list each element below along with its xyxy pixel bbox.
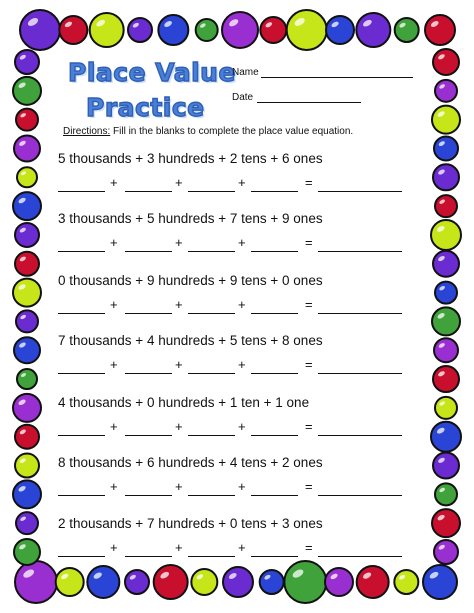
answer-blank-3[interactable] — [188, 421, 235, 436]
answer-total-blank[interactable] — [318, 237, 402, 252]
problem-equation: 3 thousands + 5 hundreds + 7 tens + 9 ones — [58, 211, 323, 226]
plus-sign: + — [175, 175, 183, 190]
answer-row — [58, 359, 418, 379]
answer-blank-1[interactable] — [58, 359, 105, 374]
plus-sign: + — [110, 479, 118, 494]
answer-blank-2[interactable] — [125, 481, 172, 496]
title-line-2: Practice — [86, 93, 205, 122]
answer-blank-1[interactable] — [58, 542, 105, 557]
plus-sign: + — [238, 540, 246, 555]
plus-sign: + — [238, 175, 246, 190]
directions — [63, 126, 353, 137]
problem-equation: 5 thousands + 3 hundreds + 2 tens + 6 ones — [58, 151, 323, 166]
equals-sign: = — [305, 419, 313, 434]
answer-blank-2[interactable] — [125, 237, 172, 252]
equals-sign: = — [305, 540, 313, 555]
plus-sign: + — [175, 297, 183, 312]
answer-blank-3[interactable] — [188, 177, 235, 192]
plus-sign: + — [175, 479, 183, 494]
problem-equation: 7 thousands + 4 hundreds + 5 tens + 8 ones — [58, 333, 323, 348]
answer-blank-2[interactable] — [125, 177, 172, 192]
answer-blank-4[interactable] — [251, 359, 298, 374]
directions-text: Fill in the blanks to complete the place value equation. — [110, 126, 354, 137]
problem-equation: 2 thousands + 7 hundreds + 0 tens + 3 ones — [58, 516, 323, 531]
answer-row — [58, 542, 418, 562]
answer-blank-3[interactable] — [188, 237, 235, 252]
equals-sign: = — [305, 235, 313, 250]
answer-total-blank[interactable] — [318, 299, 402, 314]
answer-row — [58, 421, 418, 441]
answer-total-blank[interactable] — [318, 359, 402, 374]
answer-blank-4[interactable] — [251, 177, 298, 192]
plus-sign: + — [110, 357, 118, 372]
plus-sign: + — [110, 419, 118, 434]
equals-sign: = — [305, 175, 313, 190]
problem-equation: 8 thousands + 6 hundreds + 4 tens + 2 ones — [58, 455, 323, 470]
answer-row — [58, 481, 418, 501]
date-field[interactable] — [257, 102, 361, 103]
answer-blank-2[interactable] — [125, 359, 172, 374]
answer-blank-1[interactable] — [58, 299, 105, 314]
answer-blank-4[interactable] — [251, 542, 298, 557]
equals-sign: = — [305, 297, 313, 312]
answer-blank-4[interactable] — [251, 237, 298, 252]
answer-total-blank[interactable] — [318, 177, 402, 192]
answer-total-blank[interactable] — [318, 421, 402, 436]
equals-sign: = — [305, 479, 313, 494]
plus-sign: + — [238, 357, 246, 372]
answer-blank-1[interactable] — [58, 177, 105, 192]
answer-blank-1[interactable] — [58, 421, 105, 436]
plus-sign: + — [110, 540, 118, 555]
plus-sign: + — [110, 175, 118, 190]
plus-sign: + — [238, 479, 246, 494]
answer-blank-2[interactable] — [125, 299, 172, 314]
problem-equation: 4 thousands + 0 hundreds + 1 ten + 1 one — [58, 395, 310, 410]
answer-total-blank[interactable] — [318, 542, 402, 557]
answer-blank-4[interactable] — [251, 421, 298, 436]
answer-total-blank[interactable] — [318, 481, 402, 496]
plus-sign: + — [175, 235, 183, 250]
answer-blank-3[interactable] — [188, 359, 235, 374]
answer-blank-4[interactable] — [251, 299, 298, 314]
answer-blank-1[interactable] — [58, 237, 105, 252]
name-label: Name — [232, 67, 259, 78]
answer-blank-4[interactable] — [251, 481, 298, 496]
answer-blank-2[interactable] — [125, 421, 172, 436]
problem-equation: 0 thousands + 9 hundreds + 9 tens + 0 ones — [58, 273, 323, 288]
name-field[interactable] — [261, 77, 413, 78]
plus-sign: + — [175, 357, 183, 372]
answer-row — [58, 299, 418, 319]
directions-label: Directions: — [63, 126, 111, 137]
answer-blank-1[interactable] — [58, 481, 105, 496]
date-label: Date — [232, 92, 254, 103]
answer-row — [58, 237, 418, 257]
plus-sign: + — [175, 540, 183, 555]
answer-row — [58, 177, 418, 197]
plus-sign: + — [238, 419, 246, 434]
equals-sign: = — [305, 357, 313, 372]
title-line-1: Place Value — [68, 58, 236, 87]
plus-sign: + — [110, 235, 118, 250]
answer-blank-3[interactable] — [188, 542, 235, 557]
answer-blank-2[interactable] — [125, 542, 172, 557]
answer-blank-3[interactable] — [188, 481, 235, 496]
plus-sign: + — [110, 297, 118, 312]
plus-sign: + — [238, 297, 246, 312]
plus-sign: + — [238, 235, 246, 250]
plus-sign: + — [175, 419, 183, 434]
answer-blank-3[interactable] — [188, 299, 235, 314]
